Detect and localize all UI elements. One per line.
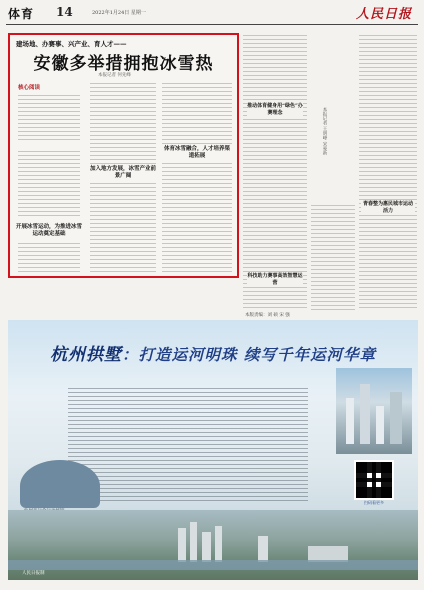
ad-title[interactable] [8, 340, 418, 365]
aerial-city-image [8, 510, 418, 580]
article-headline[interactable]: 安徽多举措拥抱冰雪热 [33, 54, 214, 74]
article-byline: 本报记者 何先峰 [98, 73, 131, 78]
ad-title-rest: ：打造运河明珠 续写千年运河华章 [122, 345, 376, 364]
body-text-column [18, 241, 80, 273]
body-text-column [311, 203, 355, 311]
subhead: 开展冰雪运动，为推进冰雪运动奠定基础 [16, 224, 83, 237]
right-subhead: 青春整为惠民城市运动活力 [362, 201, 413, 214]
body-text-column [18, 149, 80, 219]
body-text-column [243, 33, 307, 311]
core-reading-box [14, 83, 84, 273]
right-article[interactable] [243, 33, 418, 311]
main-article[interactable] [8, 33, 239, 278]
body-text-column [359, 33, 417, 311]
city-skyline-image [336, 368, 412, 454]
section-name: 体育 [8, 7, 35, 21]
right-subhead: 科技助力赛事高效智慧运营 [247, 273, 303, 286]
body-text-column [162, 81, 232, 273]
stadium-image [20, 460, 100, 508]
qr-caption: 扫码看更多 [364, 500, 384, 505]
subhead: 体育冰雪融合，人才培养渠道拓展 [163, 146, 230, 159]
page-header [0, 0, 424, 26]
canal-river [8, 560, 418, 570]
ad-body-text [68, 386, 308, 504]
editor-note: 本版责编：刘 硕 宋 强 [245, 313, 290, 318]
page-number: 14 [56, 5, 73, 19]
article-kicker: 建场地、办赛事、兴产业、育人才—— [16, 40, 127, 48]
core-reading-text [18, 93, 80, 143]
vertical-byline: 本报记者 王明峰 宋豪新 [322, 107, 327, 155]
ad-title-lead: 杭州拱墅 [50, 345, 123, 365]
core-reading-title: 核心阅读 [18, 85, 41, 91]
ad-banner[interactable] [8, 320, 418, 580]
masthead-logo: 人民日报 [355, 7, 412, 22]
subhead: 加入地方发展，冰雪产业前景广阔 [90, 166, 157, 179]
ad-footer: 人民日报制 [22, 571, 45, 576]
issue-date: 2022年1月24日 星期一 [92, 10, 146, 16]
right-subhead: 推动体育健身用“绿色”办赛理念 [247, 103, 303, 116]
header-rule [6, 24, 418, 25]
qr-code[interactable] [354, 460, 394, 500]
